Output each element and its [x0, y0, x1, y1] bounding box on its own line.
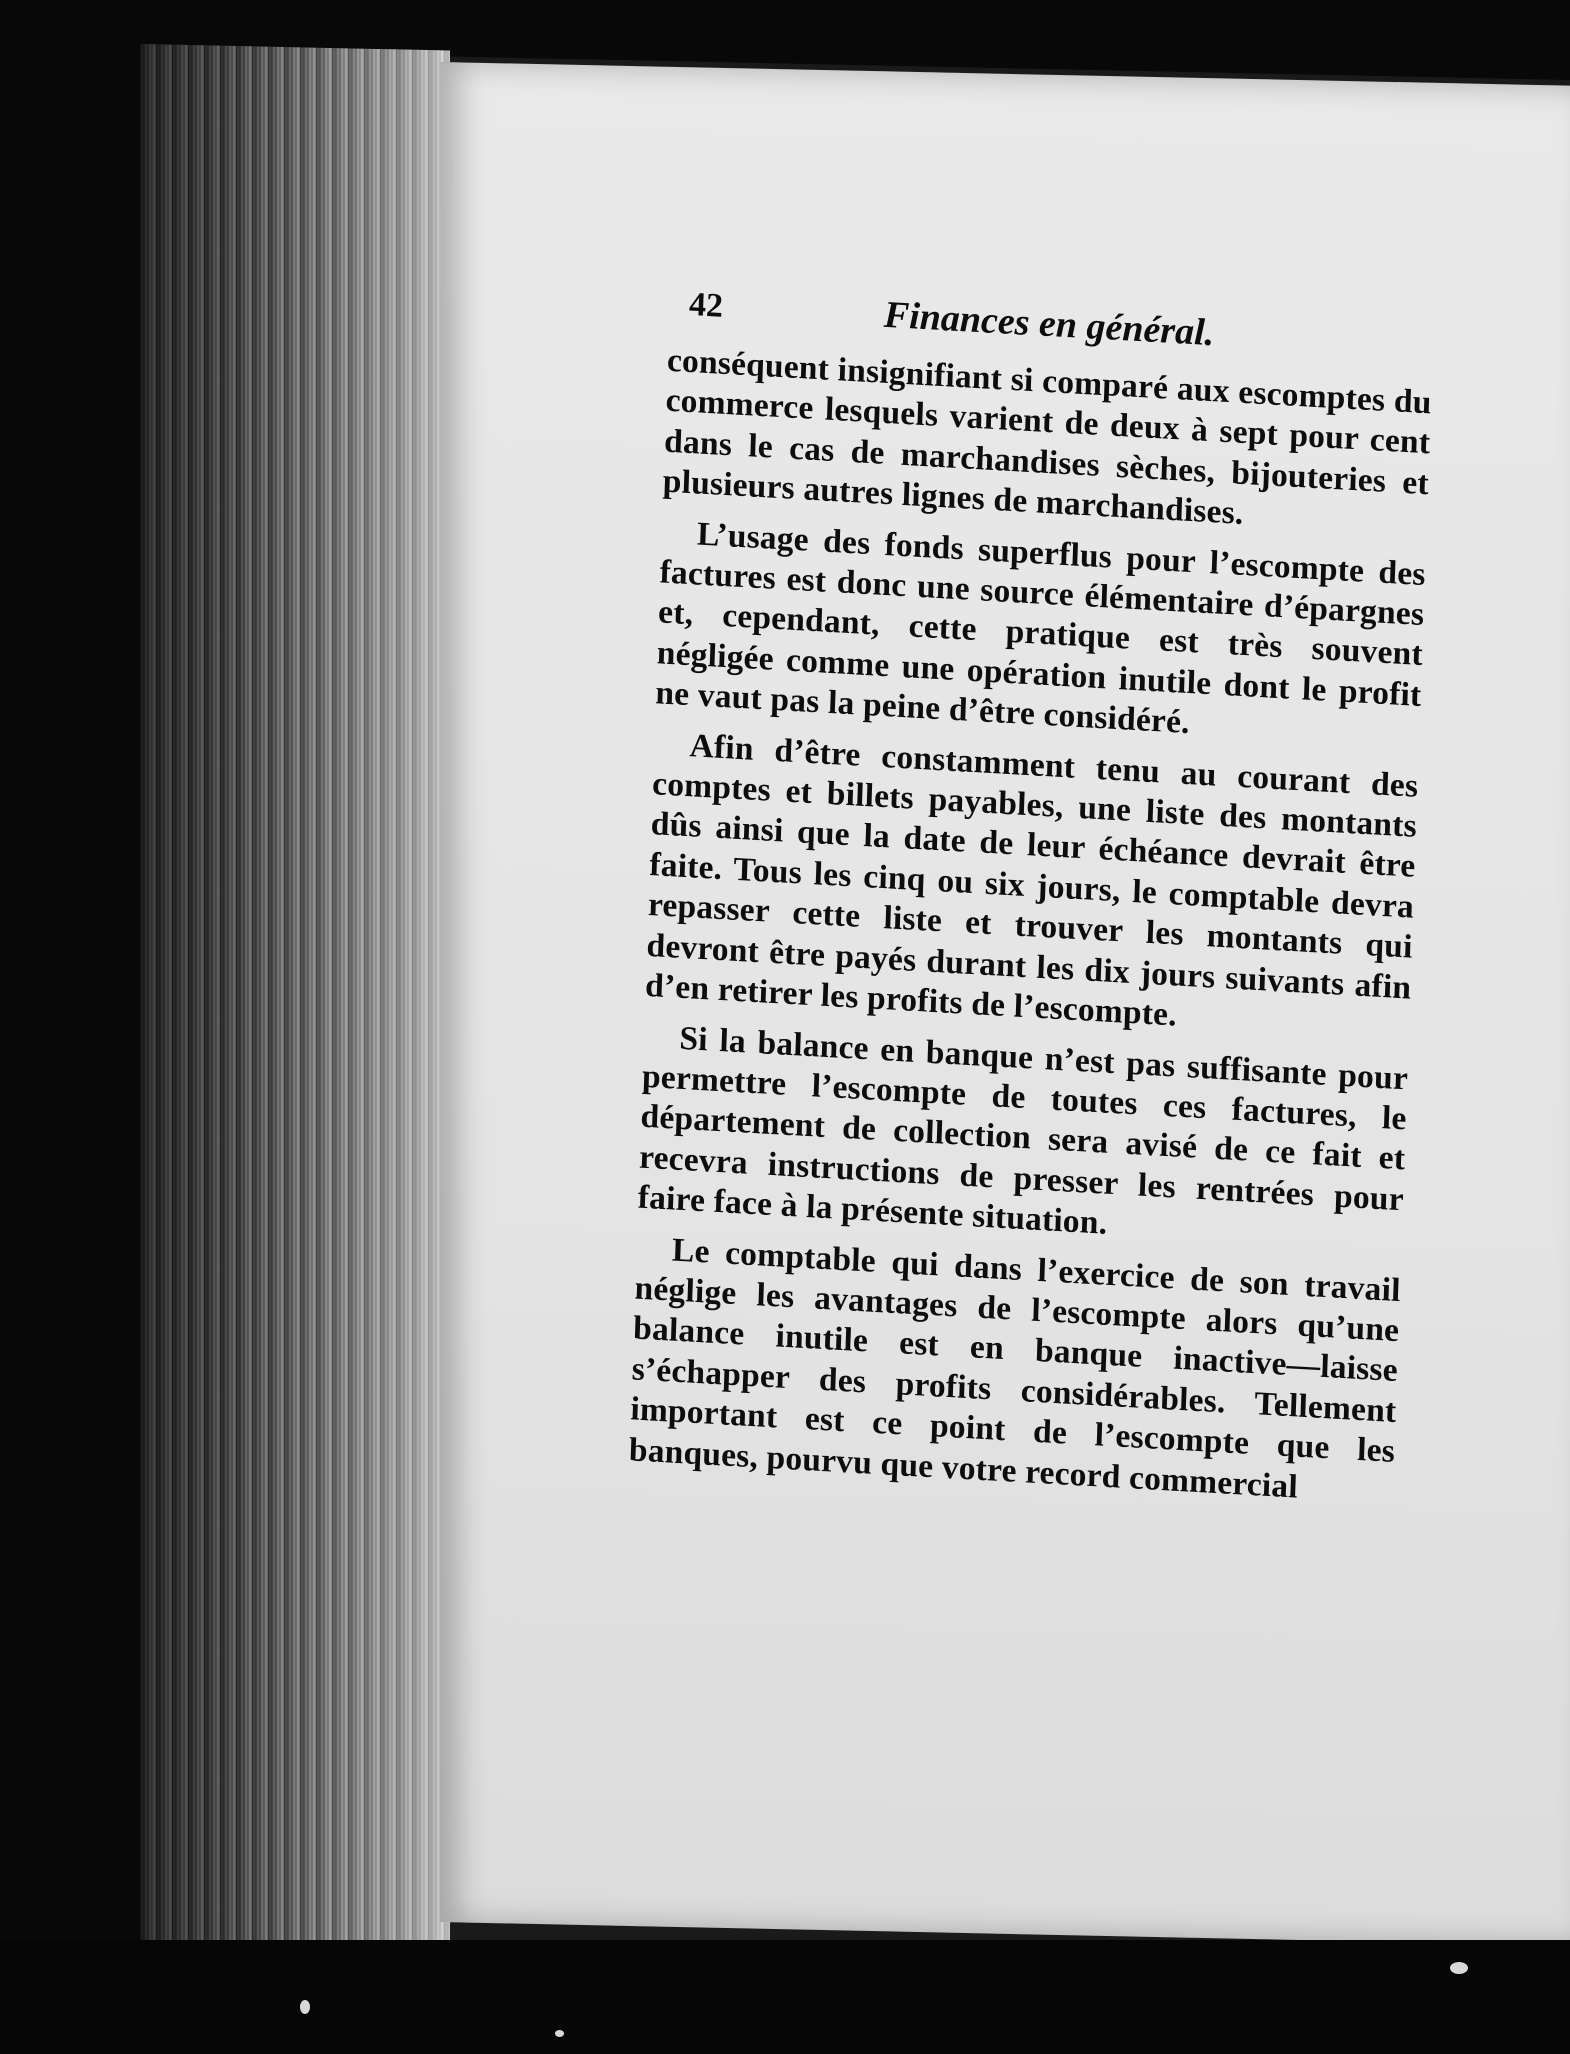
paragraph: Afin d’être constamment tenu au courant des comptes et billets payables, une liste des montants dûs ainsi que la date de leur échéance devrait être faite. Tous les cinq ou six jours, le comptable devra repasser cette liste et trouver les montants qui devront être payés durant les dix jours suivants afin d’en retirer les profits de l’escompte.: [644, 726, 1419, 1034]
paragraph: L’usage des fonds superflus pour l’escompte des factures est donc une source élémentaire d’épargnes et, cependant, cette pratique est très souvent négligée comme une opération inutile dont le profit ne vaut pas la peine d’être considéré.: [654, 515, 1427, 742]
page-edges: [140, 44, 450, 1970]
paragraph: Si la balance en banque n’est pas suffisante pour permettre l’escompte de toutes ces factures, le département de collection sera avisé de ce fait et recevra instructions de presser les rentrées pour faire face à la présente situation.: [637, 1019, 1409, 1242]
page-number: 42: [688, 285, 724, 325]
dust-speck: [300, 2000, 310, 2014]
running-title: Finances en général.: [883, 293, 1215, 355]
book-page: [440, 62, 1570, 1946]
dust-speck: [555, 2030, 564, 2037]
dust-speck: [1450, 1962, 1468, 1974]
text-block: [628, 277, 1435, 1523]
paragraph: conséquent insignifiant si comparé aux escomptes du commerce lesquels varient de deux à sept pour cent dans le cas de marchandises sèches, bijouteries et plusieurs autres lignes de marchandises.: [662, 341, 1433, 533]
paragraph: Le comptable qui dans l’exercice de son travail néglige les avantages de l’escompte alors qu’une balance inutile est en banque inactive—laisse s’échapper des profits considérables. Tellement important est ce point de l’escompte que les banques, pourvu que votre record commercial: [628, 1231, 1402, 1506]
scan-background: [0, 1940, 1570, 2054]
